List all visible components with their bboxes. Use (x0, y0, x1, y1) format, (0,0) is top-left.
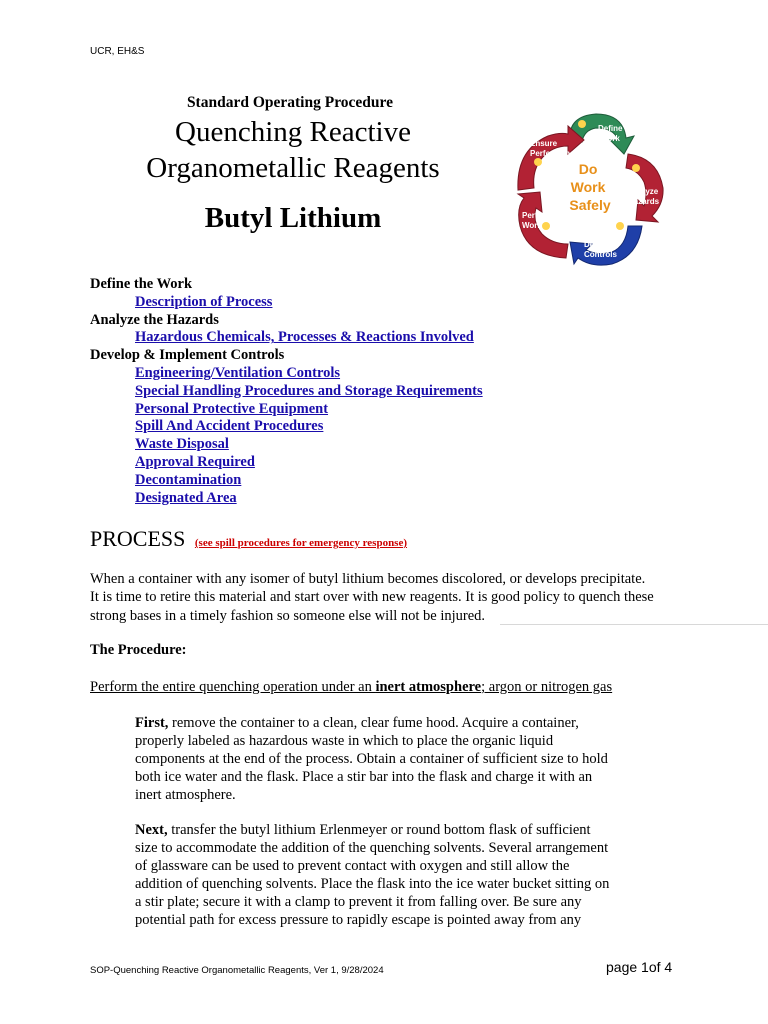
svg-text:Do Work Safely (569, 161, 610, 213)
next-label: Next, (135, 822, 168, 838)
inert-atmosphere-note (90, 679, 612, 696)
divider (500, 624, 768, 625)
first-line: remove the container to a clean, clear fume hood. Acquire a container, (168, 715, 579, 731)
worker-figure-icon (616, 222, 624, 230)
logo-ensure-2: Performance (530, 149, 579, 158)
procedure-heading: The Procedure: (90, 642, 187, 658)
toc-heading-define: Define the Work (90, 276, 193, 292)
logo-develop-1: Develop (584, 240, 616, 249)
footer-doc: SOP-Quenching Reactive Organometallic Reagents, Ver 1, 9/28/2024 (90, 965, 384, 976)
logo-perform-2: Work (522, 221, 542, 230)
next-line: potential path for excess pressure to rapidly escape is pointed away from any (135, 912, 582, 928)
toc-heading-develop: Develop & Implement Controls (90, 347, 285, 364)
logo-define-1: Define (598, 124, 623, 133)
toc-link-waste[interactable]: Waste Disposal (135, 436, 229, 453)
table-of-contents (90, 276, 483, 507)
toc-link-approval[interactable]: Approval Required (135, 453, 255, 470)
perform-pre: Perform the entire quenching operation under an (90, 679, 376, 695)
toc-link-ppe[interactable]: Personal Protective Equipment (135, 400, 329, 417)
toc-link-decontamination[interactable]: Decontamination (135, 471, 242, 488)
perform-post: ; argon or nitrogen gas (481, 679, 613, 695)
first-line: components at the end of the process. Obtain a container of sufficient size to hold (135, 751, 608, 767)
next-line: size to accommodate the addition of the quenching solvents. Several arrangement (135, 840, 609, 856)
step-next (135, 821, 635, 929)
toc-link-hazardous-chemicals[interactable]: Hazardous Chemicals, Processes & Reactions Involved (135, 329, 474, 346)
next-line: transfer the butyl lithium Erlenmeyer or round bottom flask of sufficient (167, 822, 591, 838)
do-work-safely-logo (508, 108, 674, 276)
logo-develop-2: Controls (584, 250, 617, 259)
page-number: page 1of 4 (606, 959, 673, 975)
first-label: First, (135, 715, 169, 731)
logo-center-3: Safely (569, 197, 611, 213)
title-line-2: Organometallic Reagents (146, 152, 440, 184)
logo-ensure-1: Ensure (530, 139, 558, 148)
first-line: both ice water and the flask. Place a stir bar into the flask and charge it with an (135, 769, 593, 785)
worker-figure-icon (534, 158, 542, 166)
process-intro (90, 570, 690, 625)
process-section-title (90, 526, 407, 552)
step-first (135, 714, 635, 804)
logo-analyze-1: Analyze (628, 187, 659, 196)
intro-line: strong bases in a timely fashion so someone else will not be injured. (90, 607, 486, 624)
first-line: inert atmosphere. (135, 787, 236, 803)
worker-figure-icon (632, 164, 640, 172)
toc-link-designated-area[interactable]: Designated Area (135, 489, 237, 506)
logo-center-1: Do (578, 161, 598, 177)
intro-line: When a container with any isomer of butyl lithium becomes discolored, or develops precipitate. (90, 571, 646, 587)
title-line-1: Quenching Reactive (175, 116, 411, 148)
logo-analyze-2: Hazards (628, 197, 660, 206)
perform-bold: inert atmosphere (375, 679, 482, 695)
logo-center-2: Work (570, 179, 606, 195)
document-title (90, 114, 496, 186)
toc-link-special-handling[interactable]: Special Handling Procedures and Storage Requirements (135, 382, 483, 399)
next-line: a stir plate; secure it with a clamp to prevent it from falling over. Be sure any (135, 894, 582, 910)
chemical-title: Butyl Lithium (204, 202, 382, 234)
worker-figure-icon (578, 120, 586, 128)
first-line: properly labeled as hazardous waste in which to place the organic liquid (135, 733, 554, 749)
next-line: addition of quenching solvents. Place the flask into the ice water bucket sitting on (135, 876, 610, 892)
process-heading: PROCESS (90, 526, 186, 551)
toc-heading-analyze: Analyze the Hazards (90, 311, 219, 328)
toc-link-spill[interactable]: Spill And Accident Procedures (135, 418, 324, 435)
next-line: of glassware can be used to prevent contact with oxygen and still allow the (135, 858, 570, 874)
toc-link-engineering[interactable]: Engineering/Ventilation Controls (135, 364, 341, 381)
logo-perform-1: Perform (522, 211, 553, 220)
toc-link-description[interactable]: Description of Process (135, 293, 273, 310)
sop-label: Standard Operating Procedure (186, 94, 394, 111)
spill-procedures-link[interactable]: (see spill procedures for emergency response) (194, 537, 408, 549)
header-org: UCR, EH&S (90, 46, 145, 57)
logo-define-2: Work (600, 134, 620, 143)
intro-line: It is time to retire this material and start over with new reagents. It is good policy to quench these (90, 589, 654, 606)
